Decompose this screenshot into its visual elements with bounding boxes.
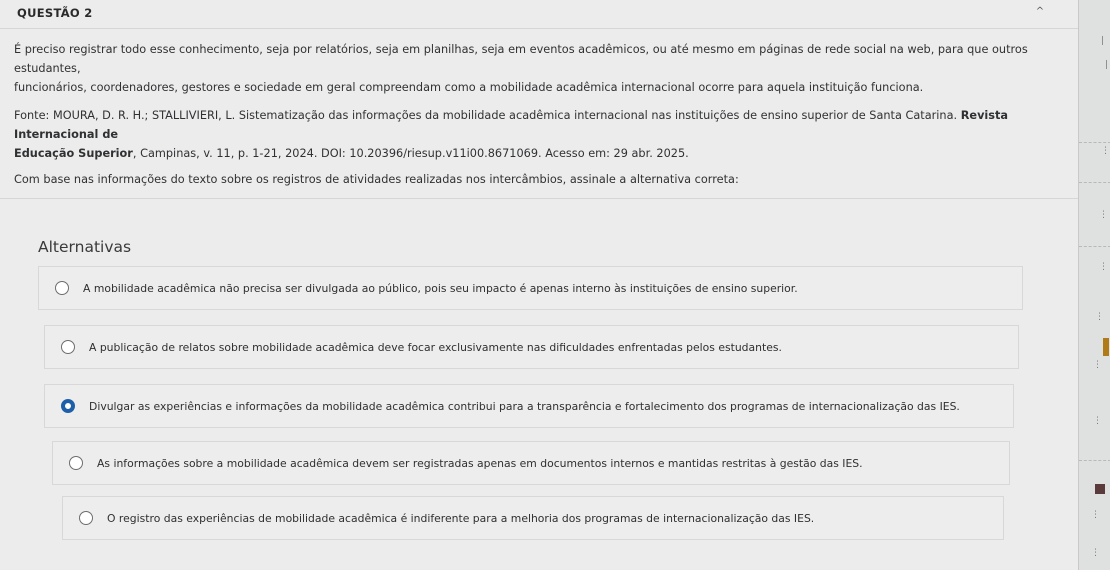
side-marker: | (1101, 36, 1105, 46)
side-divider (1079, 182, 1110, 183)
alternative-option[interactable] (44, 384, 1014, 428)
statement-command: Com base nas informações do texto sobre os registros de atividades realizadas nos intercâmbios, assinale a alternativa correta: (14, 173, 739, 186)
side-accent (1103, 338, 1109, 356)
reference-details: , Campinas, v. 11, p. 1-21, 2024. DOI: 10.20396/riesup.v11i00.8671069. Acesso em: 29 abr. 2025. (132, 147, 689, 160)
statement-reference (14, 106, 1064, 163)
question-statement (14, 40, 1064, 190)
alternative-label: A mobilidade acadêmica não precisa ser divulgada ao público, pois seu impacto é apenas interno às instituições de ensino superior. (83, 281, 798, 295)
statement-paragraph (14, 40, 1064, 97)
side-marker: ⋮ (1091, 548, 1100, 558)
side-marker: ⋮ (1091, 510, 1100, 520)
radio-button[interactable] (61, 399, 75, 413)
alternative-option[interactable] (52, 441, 1010, 485)
alternative-label: As informações sobre a mobilidade acadêmica devem ser registradas apenas em documentos internos e mantidas restritas à gestão das IES. (97, 456, 863, 470)
radio-button[interactable] (69, 456, 83, 470)
alternative-option[interactable] (62, 496, 1004, 540)
side-divider (1079, 142, 1110, 143)
side-marker: ⋮ (1099, 262, 1108, 272)
side-marker: ⋮ (1093, 416, 1102, 426)
alternatives-title: Alternativas (38, 238, 132, 256)
question-title: QUESTÃO 2 (17, 6, 93, 20)
side-divider (1079, 246, 1110, 247)
alternative-option[interactable] (38, 266, 1023, 310)
side-marker: ⋮ (1099, 210, 1108, 220)
chevron-up-icon[interactable]: ^ (1035, 6, 1045, 17)
radio-button[interactable] (55, 281, 69, 295)
reference-journal: Revista Internacional de (14, 109, 1009, 141)
reference-text: Fonte: MOURA, D. R. H.; STALLIVIERI, L. Sistematização das informações da mobilidade acadêmica internacional nas instituições de ensino superior de Santa Catarina. (14, 109, 961, 122)
side-marker: ⋮ (1095, 312, 1104, 322)
side-marker: ⋮ (1093, 360, 1102, 370)
reference-journal-cont: Educação Superior (14, 147, 133, 160)
divider (0, 198, 1078, 199)
side-marker: | (1105, 60, 1109, 70)
side-marker: ⋮ (1101, 146, 1110, 156)
question-header (0, 0, 1078, 29)
statement-line-2: funcionários, coordenadores, gestores e sociedade em geral compreendam como a mobilidade acadêmica internacional ocorre para aquela instituição funciona. (14, 81, 924, 94)
alternative-label: A publicação de relatos sobre mobilidade acadêmica deve focar exclusivamente nas dificuldades enfrentadas pelos estudantes. (89, 340, 782, 354)
side-panel (1078, 0, 1110, 570)
radio-button[interactable] (61, 340, 75, 354)
side-divider (1079, 460, 1110, 461)
alternative-option[interactable] (44, 325, 1019, 369)
alternative-label: Divulgar as experiências e informações da mobilidade acadêmica contribui para a transparência e fortalecimento dos programas de internacionalização das IES. (89, 399, 960, 413)
alternative-label: O registro das experiências de mobilidade acadêmica é indiferente para a melhoria dos programas de internacionalização das IES. (107, 511, 815, 525)
statement-line-1: É preciso registrar todo esse conhecimento, seja por relatórios, seja em planilhas, seja em eventos acadêmicos, ou até mesmo em páginas de rede social na web, para que outros estudantes, (14, 43, 1028, 75)
radio-button[interactable] (79, 511, 93, 525)
side-thumbnail (1095, 484, 1105, 494)
